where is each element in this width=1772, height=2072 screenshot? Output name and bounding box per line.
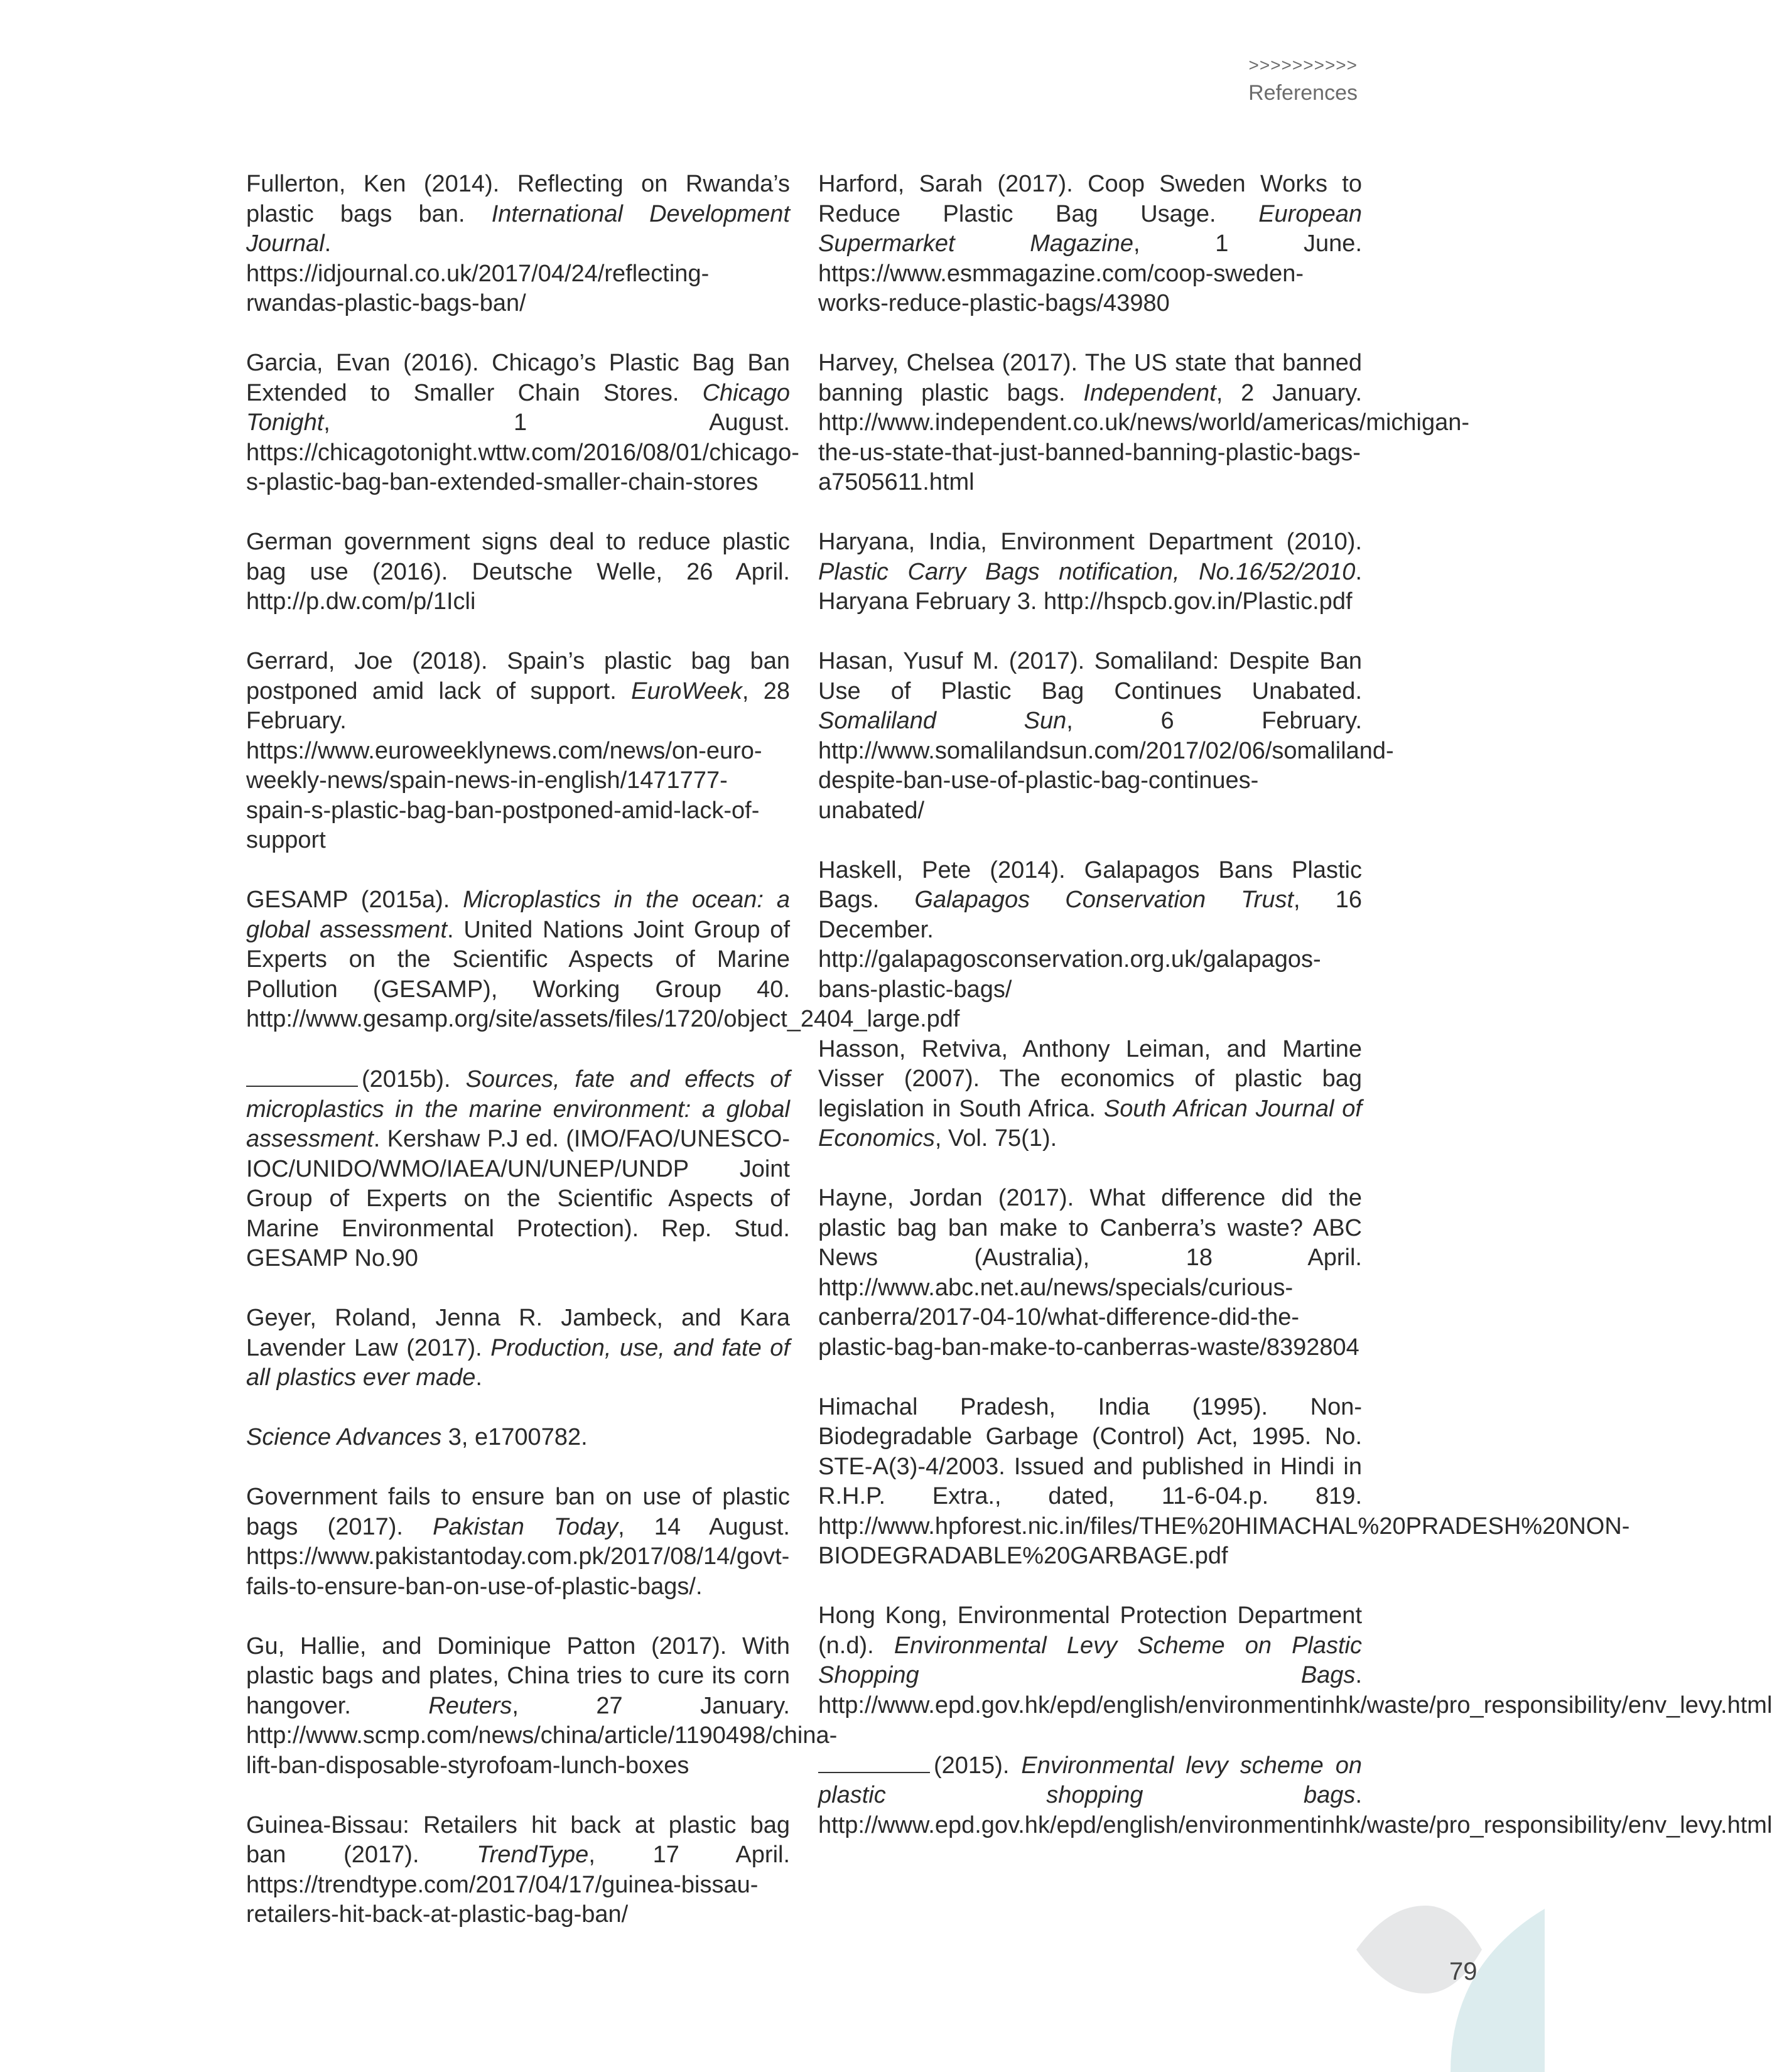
reference-details: . http://www.epd.gov.hk/epd/english/environmentinhk/waste/pro_responsibility/env_levy.html: [818, 1662, 1772, 1719]
reference-text: Gerrard, Joe (2018). Spain’s plastic bag ban postponed amid lack of support.: [246, 648, 790, 704]
repeat-author-rule: [818, 1751, 930, 1773]
reference-title: International Development Journal: [246, 200, 790, 257]
reference-entry: [246, 647, 790, 856]
reference-title: Independent: [1083, 379, 1216, 406]
reference-text: GESAMP (2015a).: [246, 887, 463, 913]
reference-text: Fullerton, Ken (2014). Reflecting on Rwanda’s plastic bags ban.: [246, 171, 790, 227]
reference-details: , 6 February. http://www.somalilandsun.com/2017/02/06/somaliland-despite-ban-use-of-plastic-bag-continues-unabated/: [818, 708, 1394, 824]
reference-text: Geyer, Roland, Jenna R. Jambeck, and Kara Lavender Law (2017).: [246, 1305, 790, 1361]
running-header: [1248, 53, 1358, 108]
reference-title: Plastic Carry Bags notification, No.16/52/2010: [818, 558, 1356, 585]
reference-entry: [246, 1632, 838, 1781]
reference-entry: [818, 1184, 1362, 1362]
reference-title: Microplastics in the ocean: a global assessment: [246, 887, 791, 943]
reference-details: , Vol. 75(1).: [934, 1125, 1057, 1152]
reference-details: , 28 February. https://www.euroweeklynews.com/news/on-euro-weekly-news/spain-news-in-english/1471777-spain-s-plastic-bag-ban-postponed-amid-lack-of-support: [246, 677, 791, 853]
section-title: References: [1248, 81, 1358, 105]
reference-text: Haskell, Pete (2014). Galapagos Bans Plastic Bags.: [818, 856, 1362, 913]
reference-details: . Kershaw P.J ed. (IMO/FAO/UNESCO-IOC/UNIDO/WMO/IAEA/UN/UNEP/UNDP Joint Group of Experts on the Scientific Aspects of Marine Environmental Protection). Rep. Stud. GESAMP No.90: [246, 1126, 790, 1271]
reference-title: EuroWeek: [631, 677, 742, 704]
reference-title: Science Advances: [246, 1424, 442, 1450]
reference-entry: [246, 348, 799, 498]
reference-entry: [246, 170, 790, 319]
reference-entry: [818, 856, 1362, 1005]
reference-details: .: [475, 1364, 482, 1391]
reference-entry: [818, 170, 1362, 319]
reference-entry: [246, 1423, 790, 1453]
reference-text: German government signs deal to reduce plastic bag use (2016). Deutsche Welle, 26 April. http://p.dw.com/p/1Icli: [246, 529, 790, 615]
reference-details: , 1 August. https://chicagotonight.wttw.com/2016/08/01/chicago-s-plastic-bag-ban-extended-smaller-chain-stores: [246, 409, 799, 495]
reference-text: Hayne, Jordan (2017). What difference did the plastic bag ban make to Canberra’s waste? ABC News (Australia), 18 April. http://www.abc.net.au/news/specials/curious-canberra/2017-04-10/what-difference-did-the-plastic-bag-ban-make-to-canberras-waste/8392804: [818, 1185, 1362, 1361]
reference-text: Harford, Sarah (2017). Coop Sweden Works to Reduce Plastic Bag Usage.: [818, 171, 1362, 227]
reference-text: Harvey, Chelsea (2017). The US state that banned banning plastic bags.: [818, 350, 1362, 406]
reference-entry: [246, 1303, 790, 1393]
reference-title: TrendType: [477, 1842, 589, 1868]
reference-title: Somaliland Sun: [818, 708, 1067, 734]
reference-entry: [246, 1482, 790, 1602]
reference-details: 3, e1700782.: [441, 1424, 588, 1450]
reference-title: Pakistan Today: [433, 1513, 619, 1540]
reference-title: Environmental levy scheme on plastic shopping bags: [818, 1752, 1362, 1808]
reference-entry: [818, 1751, 1772, 1841]
reference-details: , 2 January. http://www.independent.co.uk/news/world/americas/michigan-the-us-state-that-just-banned-banning-plastic-bags-a7505611.html: [818, 379, 1470, 495]
reference-title: Galapagos Conservation Trust: [914, 887, 1294, 913]
reference-text: Himachal Pradesh, India (1995). Non-Biodegradable Garbage (Control) Act, 1995. No. STE-A(3)-4/2003. Issued and published in Hindi in R.H.P. Extra., dated, 11-6-04.p. 819. http://www.hpforest.nic.in/files/THE%20HIMACHAL%20PRADESH%20NON-BIODEGRADABLE%20GARBAGE.pdf: [818, 1393, 1630, 1569]
reference-title: Environmental Levy Scheme on Plastic Shopping Bags: [818, 1632, 1363, 1688]
reference-details: , 14 August. https://www.pakistantoday.com.pk/2017/08/14/govt-fails-to-ensure-ban-on-use-of-plastic-bags/.: [246, 1513, 790, 1600]
repeat-author-rule: [246, 1064, 358, 1087]
reference-text: Hasson, Retviva, Anthony Leiman, and Martine Visser (2007). The economics of plastic bag legislation in South Africa.: [818, 1035, 1362, 1122]
reference-text: Gu, Hallie, and Dominique Patton (2017). With plastic bags and plates, China tries to cure its corn hangover.: [246, 1632, 790, 1719]
reference-details: , 17 April. https://trendtype.com/2017/04/17/guinea-bissau-retailers-hit-back-at-plastic-bag-ban/: [246, 1842, 791, 1928]
reference-text: Garcia, Evan (2016). Chicago’s Plastic Bag Ban Extended to Smaller Chain Stores.: [246, 350, 790, 406]
reference-entry: [246, 1811, 790, 1930]
reference-entry: [818, 348, 1470, 498]
reference-title: Chicago Tonight: [246, 379, 790, 436]
reference-details: . Haryana February 3. http://hspcb.gov.in/Plastic.pdf: [818, 558, 1362, 615]
reference-entry: [818, 647, 1394, 826]
reference-details: , 1 June. https://www.esmmagazine.com/coop-sweden-works-reduce-plastic-bags/43980: [818, 230, 1362, 316]
reference-text: Guinea-Bissau: Retailers hit back at plastic bag ban (2017).: [246, 1811, 790, 1868]
reference-text: Haryana, India, Environment Department (2010).: [818, 529, 1362, 555]
references-right-column: [818, 170, 1772, 1870]
reference-entry: [246, 527, 790, 617]
reference-details: , 16 December. http://galapagosconservation.org.uk/galapagos-bans-plastic-bags/: [818, 887, 1362, 1003]
reference-text: (2015b).: [362, 1066, 466, 1093]
reference-text: Government fails to ensure ban on use of plastic bags (2017).: [246, 1484, 790, 1540]
page-number: 79: [1449, 1958, 1478, 1985]
reference-title: South African Journal of Economics: [818, 1095, 1362, 1152]
reference-details: . United Nations Joint Group of Experts on the Scientific Aspects of Marine Pollution (GESAMP), Working Group 40. http://www.gesamp.org/site/assets/files/1720/object_2404_large.pdf: [246, 916, 960, 1032]
reference-entry: [818, 1393, 1630, 1572]
reference-title: Sources, fate and effects of microplastics in the marine environment: a global assessment: [246, 1066, 791, 1152]
reference-text: (2015).: [934, 1752, 1022, 1779]
reference-entry: [818, 1601, 1772, 1720]
reference-details: , 27 January. http://www.scmp.com/news/china/article/1190498/china-lift-ban-disposable-styrofoam-lunch-boxes: [246, 1692, 838, 1779]
reference-entry: [818, 527, 1362, 617]
reference-entry: [246, 885, 960, 1035]
header-arrows: >>>>>>>>>>: [1248, 55, 1358, 75]
reference-entry: [818, 1035, 1362, 1154]
reference-details: . https://idjournal.co.uk/2017/04/24/reflecting-rwandas-plastic-bags-ban/: [246, 230, 710, 316]
reference-text: Hong Kong, Environmental Protection Department (n.d).: [818, 1602, 1362, 1659]
reference-text: Hasan, Yusuf M. (2017). Somaliland: Despite Ban Use of Plastic Bag Continues Unabated.: [818, 648, 1362, 704]
reference-title: European Supermarket Magazine: [818, 200, 1362, 257]
reference-entry: [246, 1064, 790, 1274]
reference-details: . http://www.epd.gov.hk/epd/english/environmentinhk/waste/pro_responsibility/env_levy.html: [818, 1782, 1772, 1838]
reference-title: Production, use, and fate of all plastics ever made: [246, 1334, 790, 1391]
reference-title: Reuters: [428, 1692, 512, 1719]
